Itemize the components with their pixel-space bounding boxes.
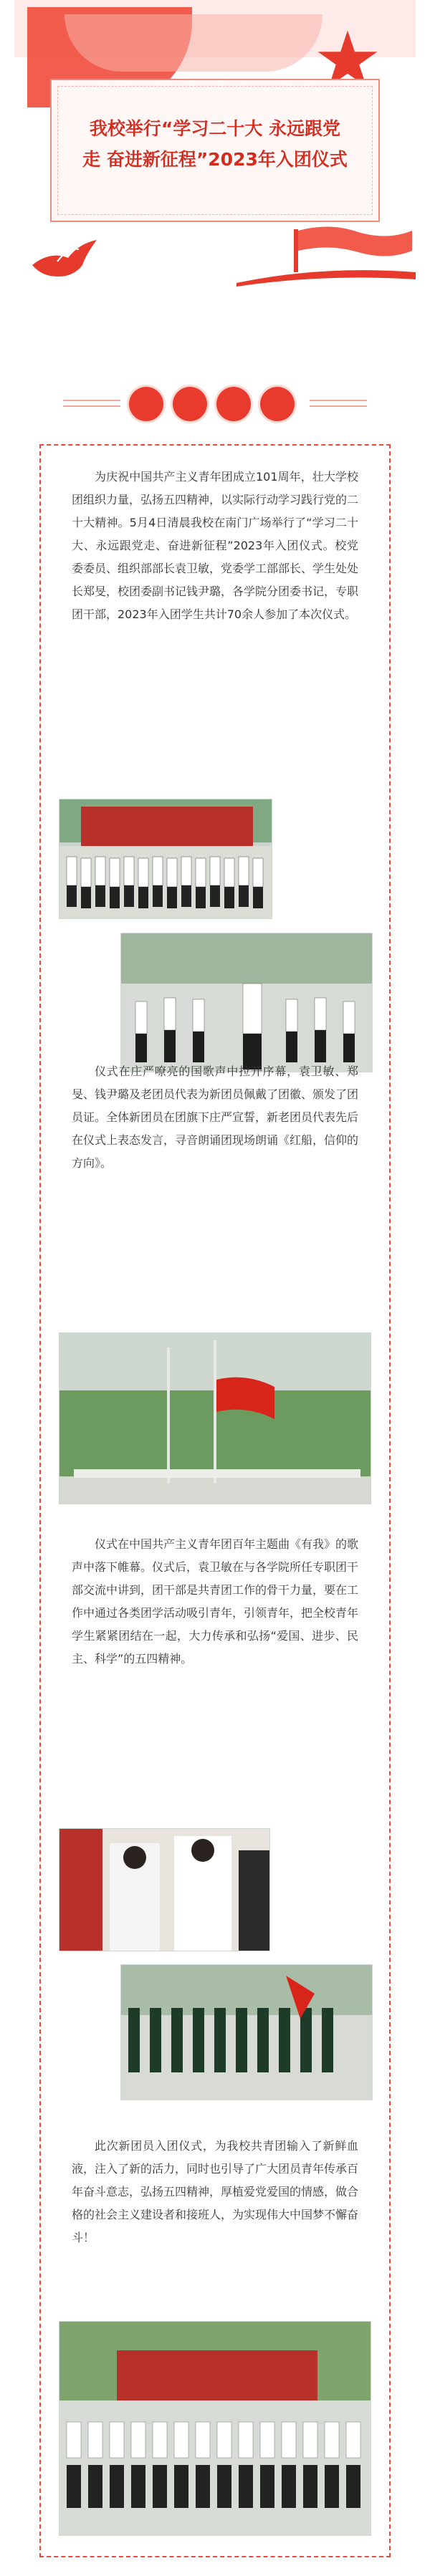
divider-line	[63, 400, 120, 401]
divider-dot	[173, 387, 207, 421]
photo-final-group-image	[59, 2322, 371, 2536]
photo-oath-ceremony	[120, 933, 373, 1072]
photo-badge-pinning	[59, 1828, 270, 1951]
page-title	[50, 113, 380, 175]
divider-dot	[129, 387, 163, 421]
divider-line	[310, 400, 367, 401]
photo-guard-image	[121, 1965, 373, 2100]
photo-badge-image	[59, 1829, 270, 1951]
photo-flag-image	[59, 1333, 371, 1504]
header-pink-ribbon	[64, 14, 322, 72]
header-banner	[0, 0, 430, 301]
divider-line	[63, 405, 120, 407]
divider-dot	[260, 387, 295, 421]
divider-dot	[216, 387, 251, 421]
photo-final-group	[59, 2321, 371, 2536]
dove-icon	[29, 236, 100, 287]
title-line-2: 走 奋进新征程”2023年入团仪式	[82, 149, 348, 170]
photo-honor-guard	[120, 1964, 373, 2100]
divider-line	[310, 405, 367, 407]
title-line-1: 我校举行“学习二十大 永远跟党	[89, 118, 341, 139]
article-paragraph-3: 仪式在中国共产主义青年团百年主题曲《有我》的歌声中落下帷幕。仪式后，袁卫敏在与各学院所任专职团干部交流中讲到，团干部是共青团工作的骨干力量，要在工作中通过各类团学活动吸引青年，引领青年，把全校青年学生紧紧团结在一起，大力传承和弘扬“爱国、进步、民主、科学”的五四精神。	[72, 1537, 359, 1666]
dot-divider	[0, 387, 430, 423]
photo-group-banner-image	[59, 799, 272, 919]
photo-group-banner	[59, 799, 272, 919]
photo-oath-image	[121, 933, 373, 1072]
article-paragraph-1: 为庆祝中国共产主义青年团成立101周年，壮大学校团组织力量，弘扬五四精神，以实际行动学习践行党的二十大精神。5月4日清晨我校在南门广场举行了“学习二十大、永远跟党走、奋进新征程”2023年入团仪式。校党委委员、组织部部长袁卫敏，党委学工部部长、学生处处长郑旻，校团委副书记钱尹璐，各学院分团委书记，专职团干部，2023年入团学生共计70余人参加了本次仪式。	[72, 470, 359, 621]
article-paragraph-4: 此次新团员入团仪式，为我校共青团输入了新鲜血液，注入了新的活力，同时也引导了广大团员青年传承百年奋斗意志，弘扬五四精神，厚植爱党爱国的情感，做合格的社会主义建设者和接班人，为实现伟大中国梦不懈奋斗！	[72, 2139, 359, 2244]
header-sweep-decoration	[236, 265, 416, 287]
article-paragraph-2: 仪式在庄严嘹亮的国歌声中拉开序幕，袁卫敏、郑旻、钱尹璐及老团员代表为新团员佩戴了团徽、颁发了团员证。全体新团员在团旗下庄严宣誓，新老团员代表先后在仪式上表态发言，寻音朗诵团现场朗诵《红船，信仰的方向》。	[72, 1064, 359, 1170]
photo-flag-raising	[59, 1332, 371, 1504]
